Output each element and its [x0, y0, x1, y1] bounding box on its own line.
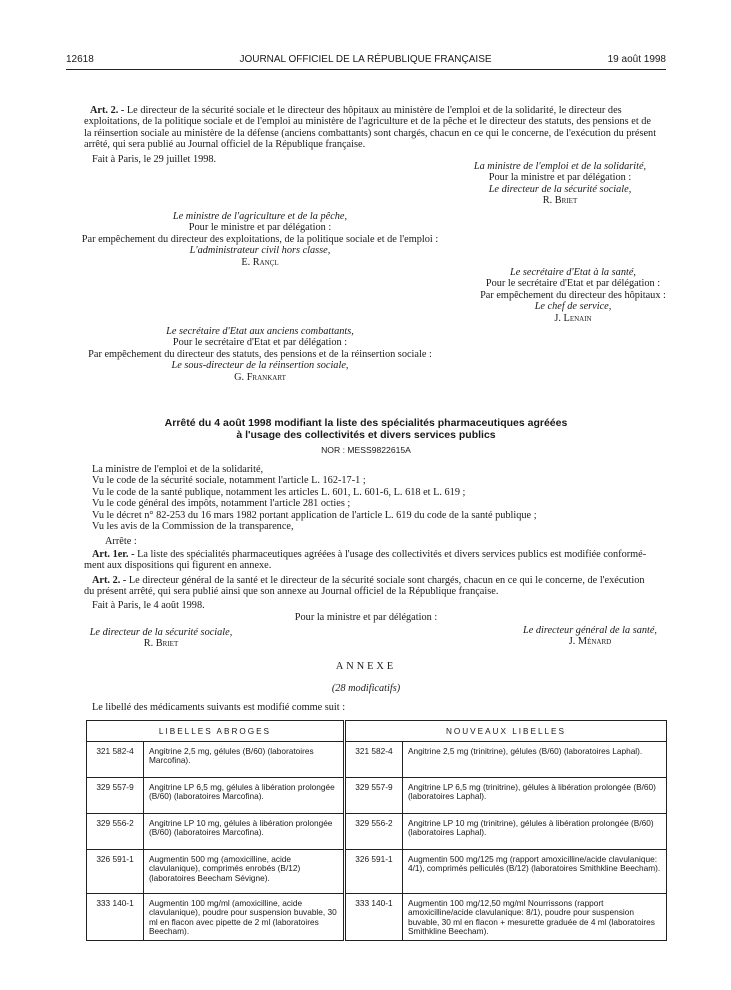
old-code: 321 582-4 — [87, 741, 144, 777]
issue-date: 19 août 1998 — [607, 54, 666, 65]
new-code: 329 556-2 — [344, 813, 402, 849]
medications-table — [86, 720, 667, 941]
old-label: Angitrine 2,5 mg, gélules (B/60) (laboratoires Marcofina). — [144, 741, 345, 777]
old-label: Angitrine LP 10 mg, gélules à libération prolongée (B/60) (laboratoires Marcofina). — [144, 813, 345, 849]
new-label: Angitrine LP 6,5 mg (trinitrine), gélules à libération prolongée (B/60) (laboratoires Laphal). — [402, 777, 666, 813]
old-code: 326 591-1 — [87, 849, 144, 893]
annexe-subtitle: (28 modificatifs) — [331, 683, 401, 694]
second-order-article-2: Art. 2. - Le directeur général de la santé et le directeur de la sécurité sociale sont chargés, chacun en ce qui le concerne, de l'exécution du présent arrêté, qui sera publié ainsi que son annexe au Journal officiel de la République française. — [84, 575, 645, 598]
new-label: Augmentin 100 mg/12,50 mg/ml Nourrissons (rapport amoxicilline/acide clavulanique: 8/1), poudre pour suspension buvable, 30 ml en flacon + mesurette graduée de 4 ml (laboratoires Smithkline Beecham). — [402, 893, 666, 940]
table-row — [87, 777, 667, 813]
delegation-line: Pour la ministre et par délégation : — [294, 612, 438, 623]
table-row — [87, 893, 667, 940]
signature-agriculture: Le ministre de l'agriculture et de la pêche, Pour le ministre et par délégation : Par empêchement du directeur des exploitations, de la politique sociale et de l'emploi : L'administrateur civil hors classe, E. Rançl — [81, 211, 439, 268]
new-code: 326 591-1 — [344, 849, 402, 893]
nor-reference: NOR : MESS9822615A — [321, 445, 411, 455]
first-order-article-2: Art. 2. - Le directeur de la sécurité sociale et le directeur des hôpitaux au ministère de l'emploi et de la solidarité, le directeur des exploitations, de la politique sociale et de l'emploi au ministère de l'agriculture et de la pêche et le directeur des statuts, des pensions et de la réinsertion sociale au ministère de la défense (anciens combattants) sont chargés, chacun en ce qui le concerne, de l'exécution du présent arrêté, qui sera publié au Journal officiel de la République française. — [84, 105, 657, 151]
signature-securite-sociale: Le directeur de la sécurité sociale, R. Briet — [89, 627, 233, 650]
old-code: 333 140-1 — [87, 893, 144, 940]
journal-title: JOURNAL OFFICIEL DE LA RÉPUBLIQUE FRANÇAISE — [239, 54, 492, 65]
order-title: Arrêté du 4 août 1998 modifiant la liste des spécialités pharmaceutiques agréées à l'usage des collectivités et divers services publics — [164, 417, 568, 441]
signature-emploi: La ministre de l'emploi et de la solidarité, Pour la ministre et par délégation : Le directeur de la sécurité sociale, R. Briet — [473, 161, 647, 207]
signature-sante-generale: Le directeur général de la santé, J. Ménard — [522, 625, 658, 648]
old-label: Augmentin 500 mg (amoxicilline, acide clavulanique), comprimés enrobés (B/12) (laboratoires Beecham Sévigne). — [144, 849, 345, 893]
new-code: 333 140-1 — [344, 893, 402, 940]
second-order-date: Fait à Paris, le 4 août 1998. — [92, 600, 205, 611]
annexe-intro: Le libellé des médicaments suivants est modifié comme suit : — [92, 702, 346, 713]
table-row — [87, 741, 667, 777]
header-rule — [66, 69, 666, 70]
article-label: Art. 2. - — [90, 105, 125, 116]
new-code: 321 582-4 — [344, 741, 402, 777]
table-row — [87, 849, 667, 893]
new-label: Angitrine LP 10 mg (trinitrine), gélules à libération prolongée (B/60) (laboratoires Laphal). — [402, 813, 666, 849]
new-code: 329 557-9 — [344, 777, 402, 813]
signature-sante: Le secrétaire d'Etat à la santé, Pour le secrétaire d'Etat et par délégation : Par empêchement du directeur des hôpitaux : Le chef de service, J. Lenain — [480, 267, 666, 324]
old-code: 329 556-2 — [87, 813, 144, 849]
old-code: 329 557-9 — [87, 777, 144, 813]
page-number: 12618 — [66, 54, 94, 65]
first-order-date: Fait à Paris, le 29 juillet 1998. — [92, 154, 217, 165]
column-header-new: NOUVEAUX LIBELLES — [344, 721, 666, 742]
arrete-heading: Arrête : — [105, 536, 137, 547]
new-label: Augmentin 500 mg/125 mg (rapport amoxicilline/acide clavulanique: 4/1), comprimés pelliculés (B/12) (laboratoires Smithkline Beecham). — [402, 849, 666, 893]
old-label: Augmentin 100 mg/ml (amoxicilline, acide clavulanique), poudre pour suspension buvable, 30 ml en flacon avec pipette de 2 ml (laboratoires Beecham). — [144, 893, 345, 940]
column-header-old: LIBELLES ABROGES — [87, 721, 345, 742]
visas: La ministre de l'emploi et de la solidarité, Vu le code de la sécurité sociale, notamment l'article L. 162-17-1 ; Vu le code de la santé publique, notamment les articles L. 601, L. 601-6, L. 618 et L. 619 ; Vu le code général des impôts, notamment l'article 281 octies ; Vu le décret n° 82-253 du 16 mars 1982 portant application de l'article L. 619 du code de la santé publique ; Vu les avis de la Commission de la transparence, — [92, 464, 537, 533]
signature-anciens-combattants: Le secrétaire d'Etat aux anciens combattants, Pour le secrétaire d'Etat et par délégation : Par empêchement du directeur des statuts, des pensions et de la réinsertion sociale : Le sous-directeur de la réinsertion sociale, G. Frankart — [88, 326, 432, 383]
second-order-article-1: Art. 1er. - La liste des spécialités pharmaceutiques agréées à l'usage des collectivités et divers services publics est modifiée conformé- ment aux dispositions qui figurent en annexe. — [84, 549, 647, 572]
table-row — [87, 813, 667, 849]
new-label: Angitrine 2,5 mg (trinitrine), gélules (B/60) (laboratoires Laphal). — [402, 741, 666, 777]
old-label: Angitrine LP 6,5 mg, gélules à libération prolongée (B/60) (laboratoires Marcofina). — [144, 777, 345, 813]
annexe-title: ANNEXE — [335, 661, 397, 672]
